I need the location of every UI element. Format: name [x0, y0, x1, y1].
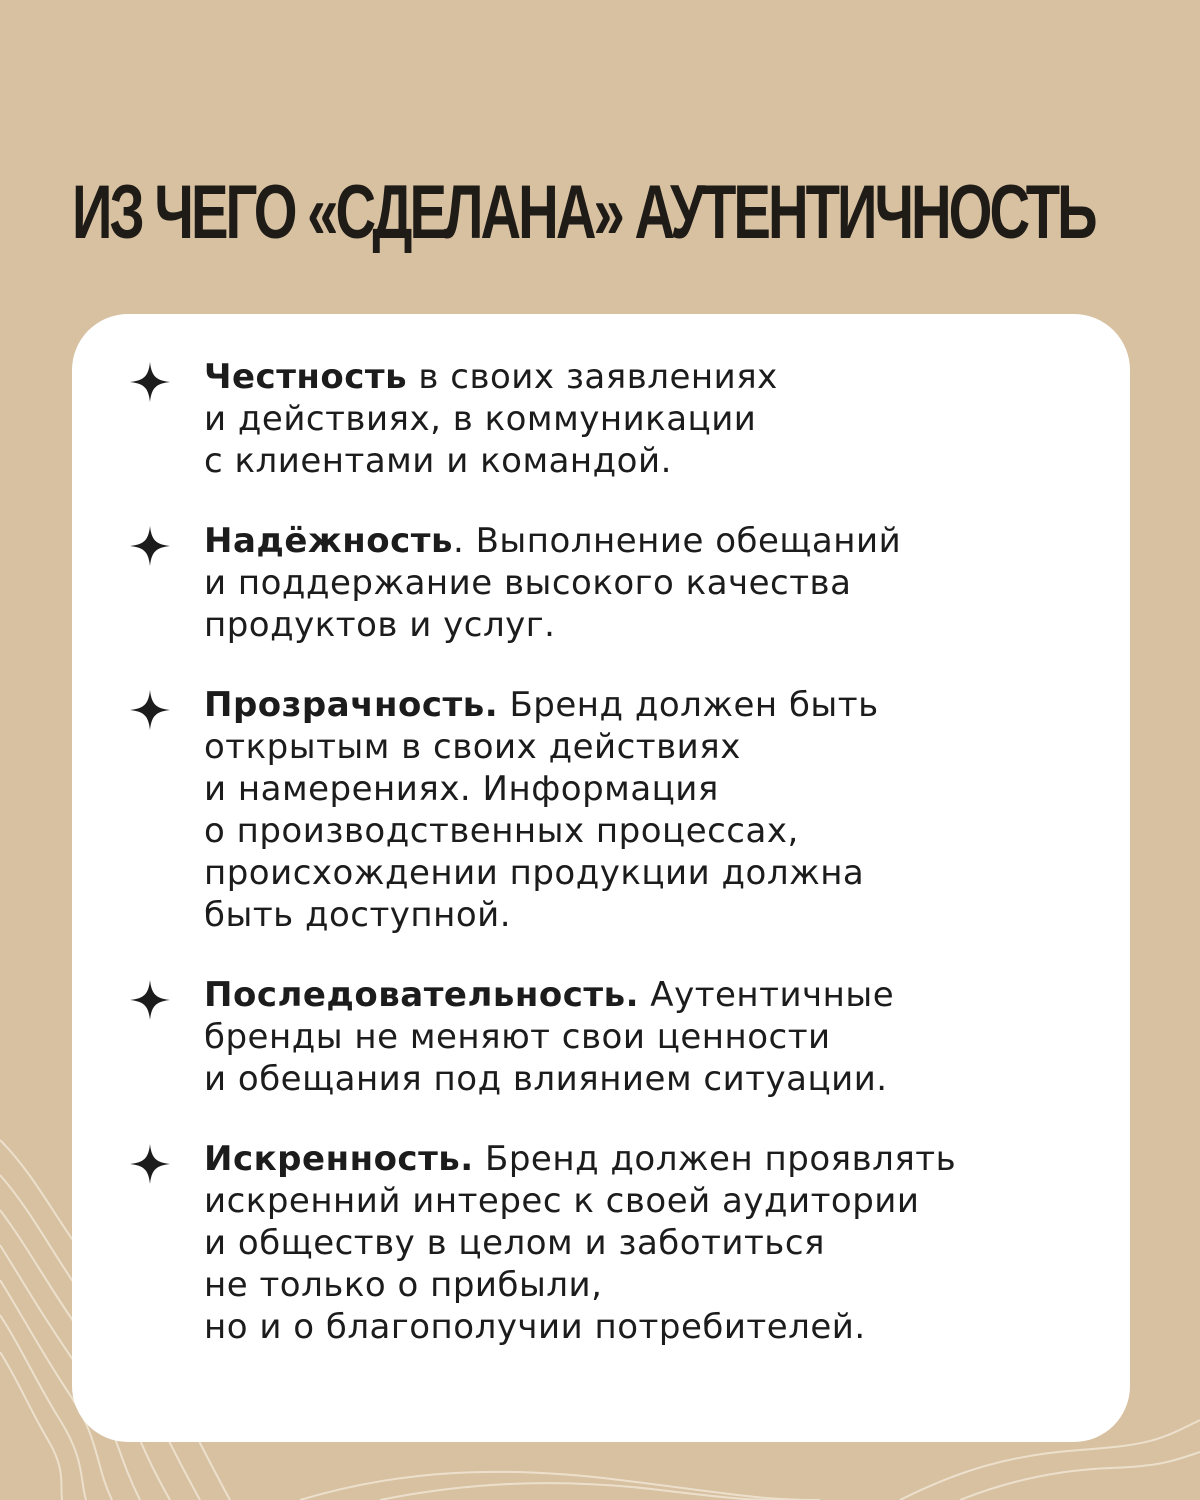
item-first-line: [204, 1138, 1130, 1180]
four-point-star-icon: [130, 1144, 170, 1184]
item-line: и поддержание высокого качества: [204, 563, 852, 603]
item-line: продуктов и услуг.: [204, 605, 556, 645]
item-line: не только о прибыли,: [204, 1265, 603, 1305]
item-term: Прозрачность.: [204, 685, 499, 725]
item-first-line: [204, 356, 1130, 398]
item-first-line: [204, 974, 1130, 1016]
content-card: [72, 314, 1130, 1442]
item-line: происхождении продукции должна: [204, 853, 865, 893]
item-line: и действиях, в коммуникации: [204, 399, 757, 439]
four-point-star-icon: [130, 362, 170, 402]
item-text: Аутентичные: [639, 975, 895, 1015]
item-term: Искренность.: [204, 1139, 474, 1179]
item-line: открытым в своих действиях: [204, 727, 741, 767]
list-item: [130, 974, 1130, 1100]
item-first-line: [204, 520, 1130, 562]
item-term: Честность: [204, 357, 408, 397]
item-line: и обещания под влиянием ситуации.: [204, 1059, 888, 1099]
four-point-star-icon: [130, 690, 170, 730]
list-item: [130, 356, 1130, 482]
list-item: [130, 1138, 1130, 1348]
values-list: [130, 356, 1130, 1386]
item-line: бренды не меняют свои ценности: [204, 1017, 831, 1057]
four-point-star-icon: [130, 526, 170, 566]
list-item: [130, 520, 1130, 646]
item-text: в своих заявлениях: [407, 357, 778, 397]
item-text: Бренд должен быть: [498, 685, 879, 725]
item-text: . Выполнение обещаний: [452, 521, 902, 561]
item-line: с клиентами и командой.: [204, 441, 672, 481]
item-line: но и о благополучии потребителей.: [204, 1307, 866, 1347]
item-term: Надёжность: [204, 521, 453, 561]
item-text: Бренд должен проявлять: [473, 1139, 957, 1179]
item-line: и обществу в целом и заботиться: [204, 1223, 825, 1263]
item-line: быть доступной.: [204, 895, 512, 935]
item-first-line: [204, 684, 1130, 726]
list-item: [130, 684, 1130, 936]
item-line: и намерениях. Информация: [204, 769, 719, 809]
four-point-star-icon: [130, 980, 170, 1020]
item-line: о производственных процессах,: [204, 811, 799, 851]
item-term: Последовательность.: [204, 975, 639, 1015]
page-title: ИЗ ЧЕГО «СДЕЛАНА» АУТЕНТИЧНОСТЬ: [72, 170, 1095, 255]
item-line: искренний интерес к своей аудитории: [204, 1181, 920, 1221]
